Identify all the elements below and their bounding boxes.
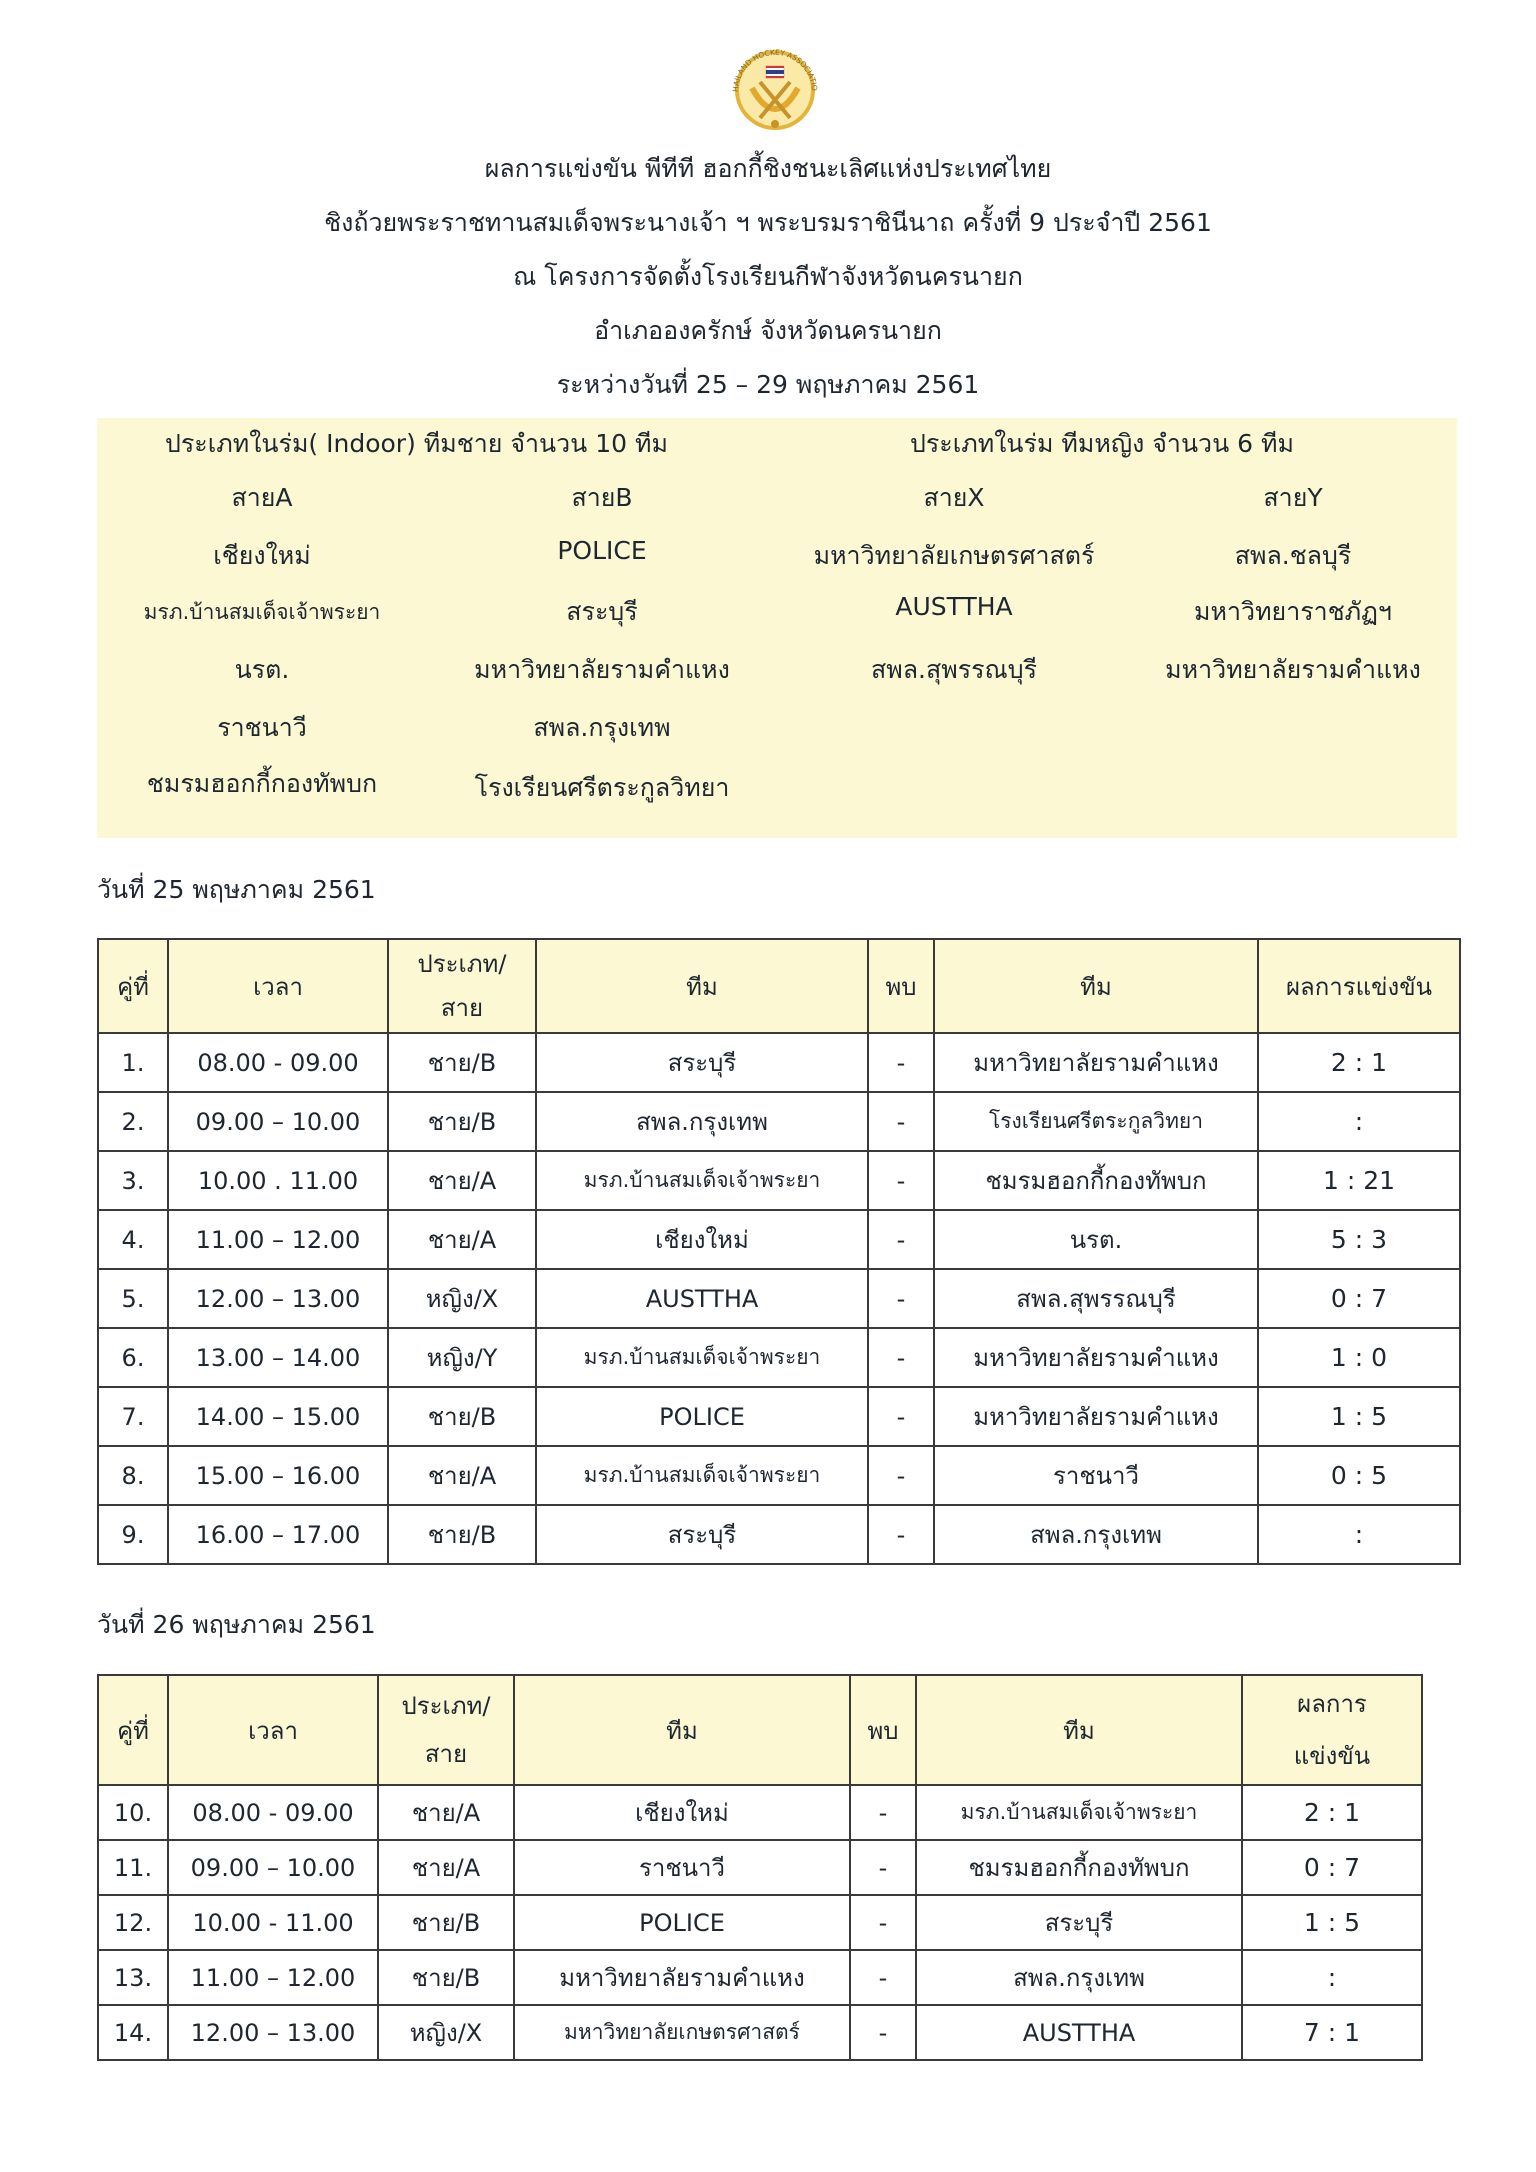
match-number: 4. (98, 1210, 168, 1269)
match-time: 15.00 – 16.00 (168, 1446, 388, 1505)
home-team: POLICE (536, 1387, 868, 1446)
match-number: 6. (98, 1328, 168, 1387)
match-type: ชาย/A (388, 1151, 536, 1210)
group-b-team: POLICE (557, 536, 647, 565)
group-x-label: สายX (923, 483, 985, 512)
table-row (98, 1092, 1460, 1151)
match-time: 11.00 – 12.00 (168, 1210, 388, 1269)
match-time: 11.00 – 12.00 (168, 1950, 378, 2005)
match-number: 3. (98, 1151, 168, 1210)
match-result: 7 : 1 (1242, 2005, 1422, 2060)
group-x-team: มหาวิทยาลัยเกษตรศาสตร์ (813, 541, 1095, 570)
match-result: : (1242, 1950, 1422, 2005)
versus-mark: - (850, 1895, 916, 1950)
group-a-team: ชมรมฮอกกี้กองทัพบก (146, 769, 378, 798)
col-header-result-line1: ผลการ (1297, 1690, 1367, 1718)
group-b-team: สพล.กรุงเทพ (533, 713, 671, 742)
col-header-time: เวลา (168, 939, 388, 1033)
col-header-type (378, 1675, 514, 1785)
match-number: 8. (98, 1446, 168, 1505)
match-type: ชาย/B (378, 1895, 514, 1950)
match-number: 12. (98, 1895, 168, 1950)
match-time: 14.00 – 15.00 (168, 1387, 388, 1446)
home-team: มรภ.บ้านสมเด็จเจ้าพระยา (536, 1446, 868, 1505)
group-a-label: สายA (231, 483, 293, 512)
match-type: ชาย/A (378, 1785, 514, 1840)
away-team: มหาวิทยาลัยรามคำแหง (934, 1033, 1258, 1092)
col-header-no: คู่ที่ (98, 939, 168, 1033)
match-time: 12.00 – 13.00 (168, 1269, 388, 1328)
match-type: ชาย/B (388, 1387, 536, 1446)
groups-panel (97, 418, 1457, 838)
match-result: 0 : 7 (1258, 1269, 1460, 1328)
match-result: 5 : 3 (1258, 1210, 1460, 1269)
match-result: 2 : 1 (1242, 1785, 1422, 1840)
away-team: สระบุรี (916, 1895, 1242, 1950)
day-2-schedule-table (97, 1674, 1423, 2061)
away-team: โรงเรียนศรีตระกูลวิทยา (934, 1092, 1258, 1151)
versus-mark: - (868, 1387, 934, 1446)
versus-mark: - (868, 1269, 934, 1328)
table-row (98, 1446, 1460, 1505)
group-x-team: สพล.สุพรรณบุรี (870, 655, 1038, 684)
table-row (98, 1505, 1460, 1564)
match-number: 11. (98, 1840, 168, 1895)
women-groups-heading: ประเภทในร่ม ทีมหญิง จำนวน 6 ทีม (910, 429, 1294, 458)
match-result: : (1258, 1092, 1460, 1151)
versus-mark: - (868, 1210, 934, 1269)
match-result: 1 : 0 (1258, 1328, 1460, 1387)
match-type: ชาย/B (388, 1033, 536, 1092)
away-team: ชมรมฮอกกี้กองทัพบก (934, 1151, 1258, 1210)
table-row (98, 1210, 1460, 1269)
versus-mark: - (850, 2005, 916, 2060)
away-team: AUSTTHA (916, 2005, 1242, 2060)
match-number: 2. (98, 1092, 168, 1151)
header-dates: ระหว่างวันที่ 25 – 29 พฤษภาคม 2561 (556, 370, 980, 399)
group-y-label: สายY (1263, 483, 1323, 512)
match-type: ชาย/A (388, 1210, 536, 1269)
group-y-team: มหาวิทยาลัยรามคำแหง (1165, 655, 1421, 684)
match-type: ชาย/A (388, 1446, 536, 1505)
away-team: สพล.กรุงเทพ (934, 1505, 1258, 1564)
header-district: อำเภอองครักษ์ จังหวัดนครนายก (594, 316, 942, 345)
header-subtitle: ชิงถ้วยพระราชทานสมเด็จพระนางเจ้า ฯ พระบรมราชินีนาถ ครั้งที่ 9 ประจำปี 2561 (324, 208, 1212, 237)
group-b-team: มหาวิทยาลัยรามคำแหง (474, 655, 730, 684)
group-b-team: สระบุรี (566, 597, 638, 626)
match-number: 5. (98, 1269, 168, 1328)
col-header-no: คู่ที่ (98, 1675, 168, 1785)
table-row (98, 2005, 1422, 2060)
home-team: AUSTTHA (536, 1269, 868, 1328)
col-header-type-line2: สาย (424, 1740, 468, 1768)
match-type: หญิง/Y (388, 1328, 536, 1387)
match-result: 2 : 1 (1258, 1033, 1460, 1092)
match-type: หญิง/X (388, 1269, 536, 1328)
home-team: สระบุรี (536, 1505, 868, 1564)
home-team: มหาวิทยาลัยเกษตรศาสตร์ (514, 2005, 850, 2060)
association-logo (720, 30, 830, 140)
match-result: 1 : 5 (1242, 1895, 1422, 1950)
home-team: สระบุรี (536, 1033, 868, 1092)
away-team: สพล.กรุงเทพ (916, 1950, 1242, 2005)
document-header (0, 142, 1536, 412)
group-a-team: เชียงใหม่ (213, 541, 311, 570)
home-team: มรภ.บ้านสมเด็จเจ้าพระยา (536, 1328, 868, 1387)
col-header-vs: พบ (850, 1675, 916, 1785)
home-team: ราชนาวี (514, 1840, 850, 1895)
away-team: มหาวิทยาลัยรามคำแหง (934, 1328, 1258, 1387)
match-number: 10. (98, 1785, 168, 1840)
group-b-team: โรงเรียนศรีตระกูลวิทยา (474, 773, 730, 802)
match-time: 13.00 – 14.00 (168, 1328, 388, 1387)
match-time: 10.00 - 11.00 (168, 1895, 378, 1950)
table-row (98, 1151, 1460, 1210)
match-type: ชาย/B (378, 1950, 514, 2005)
match-number: 7. (98, 1387, 168, 1446)
col-header-type-line2: สาย (440, 994, 484, 1022)
group-a-team: นรต. (234, 655, 290, 684)
match-type: ชาย/B (388, 1092, 536, 1151)
match-time: 16.00 – 17.00 (168, 1505, 388, 1564)
away-team: สพล.สุพรรณบุรี (934, 1269, 1258, 1328)
match-time: 10.00 . 11.00 (168, 1151, 388, 1210)
away-team: ชมรมฮอกกี้กองทัพบก (916, 1840, 1242, 1895)
home-team: POLICE (514, 1895, 850, 1950)
table-row (98, 1269, 1460, 1328)
day-1-schedule-table (97, 938, 1461, 1565)
col-header-team1: ทีม (536, 939, 868, 1033)
table-header-row (98, 1675, 1422, 1785)
match-result: 1 : 21 (1258, 1151, 1460, 1210)
match-result: : (1258, 1505, 1460, 1564)
match-time: 08.00 - 09.00 (168, 1785, 378, 1840)
versus-mark: - (868, 1151, 934, 1210)
match-time: 09.00 – 10.00 (168, 1092, 388, 1151)
group-a-team: มรภ.บ้านสมเด็จเจ้าพระยา (143, 600, 381, 624)
group-x-team: AUSTTHA (895, 592, 1013, 621)
men-groups-heading: ประเภทในร่ม( Indoor) ทีมชาย จำนวน 10 ทีม (165, 429, 668, 458)
versus-mark: - (850, 1785, 916, 1840)
home-team: เชียงใหม่ (514, 1785, 850, 1840)
versus-mark: - (850, 1840, 916, 1895)
col-header-vs: พบ (868, 939, 934, 1033)
table-row (98, 1387, 1460, 1446)
table-row (98, 1033, 1460, 1092)
col-header-type-line1: ประเภท/ (417, 950, 507, 978)
home-team: มรภ.บ้านสมเด็จเจ้าพระยา (536, 1151, 868, 1210)
col-header-type-line1: ประเภท/ (401, 1692, 491, 1720)
away-team: มหาวิทยาลัยรามคำแหง (934, 1387, 1258, 1446)
table-row (98, 1950, 1422, 2005)
header-title: ผลการแข่งขัน พีทีที ฮอกกี้ชิงชนะเลิศแห่งประเทศไทย (484, 154, 1052, 183)
table-row (98, 1785, 1422, 1840)
home-team: เชียงใหม่ (536, 1210, 868, 1269)
col-header-result-line2: แข่งขัน (1293, 1742, 1371, 1770)
col-header-type (388, 939, 536, 1033)
versus-mark: - (868, 1446, 934, 1505)
home-team: สพล.กรุงเทพ (536, 1092, 868, 1151)
versus-mark: - (868, 1092, 934, 1151)
match-result: 0 : 5 (1258, 1446, 1460, 1505)
group-a-team: ราชนาวี (217, 713, 307, 742)
match-number: 14. (98, 2005, 168, 2060)
table-row (98, 1328, 1460, 1387)
group-b-label: สายB (571, 483, 633, 512)
table-row (98, 1840, 1422, 1895)
away-team: ราชนาวี (934, 1446, 1258, 1505)
versus-mark: - (850, 1950, 916, 2005)
match-result: 1 : 5 (1258, 1387, 1460, 1446)
match-type: ชาย/B (388, 1505, 536, 1564)
group-y-team: มหาวิทยาราชภัฏฯ (1194, 597, 1392, 626)
match-type: ชาย/A (378, 1840, 514, 1895)
match-result: 0 : 7 (1242, 1840, 1422, 1895)
away-team: มรภ.บ้านสมเด็จเจ้าพระยา (916, 1785, 1242, 1840)
table-header-row (98, 939, 1460, 1033)
logo-text: HAILAND HOCKEY ASSOCIATIO (730, 47, 820, 93)
away-team: นรต. (934, 1210, 1258, 1269)
match-time: 09.00 – 10.00 (168, 1840, 378, 1895)
col-header-team2: ทีม (934, 939, 1258, 1033)
match-type: หญิง/X (378, 2005, 514, 2060)
versus-mark: - (868, 1033, 934, 1092)
match-number: 9. (98, 1505, 168, 1564)
col-header-result: ผลการแข่งขัน (1258, 939, 1460, 1033)
day-1-title: วันที่ 25 พฤษภาคม 2561 (97, 875, 376, 904)
col-header-result (1242, 1675, 1422, 1785)
home-team: มหาวิทยาลัยรามคำแหง (514, 1950, 850, 2005)
versus-mark: - (868, 1505, 934, 1564)
col-header-team2: ทีม (916, 1675, 1242, 1785)
match-number: 13. (98, 1950, 168, 2005)
header-venue: ณ โครงการจัดตั้งโรงเรียนกีฬาจังหวัดนครนายก (513, 262, 1023, 291)
table-row (98, 1895, 1422, 1950)
group-y-team: สพล.ชลบุรี (1234, 541, 1352, 570)
col-header-time: เวลา (168, 1675, 378, 1785)
match-number: 1. (98, 1033, 168, 1092)
day-2-title: วันที่ 26 พฤษภาคม 2561 (97, 1610, 376, 1639)
match-time: 12.00 – 13.00 (168, 2005, 378, 2060)
versus-mark: - (868, 1328, 934, 1387)
col-header-team1: ทีม (514, 1675, 850, 1785)
match-time: 08.00 - 09.00 (168, 1033, 388, 1092)
